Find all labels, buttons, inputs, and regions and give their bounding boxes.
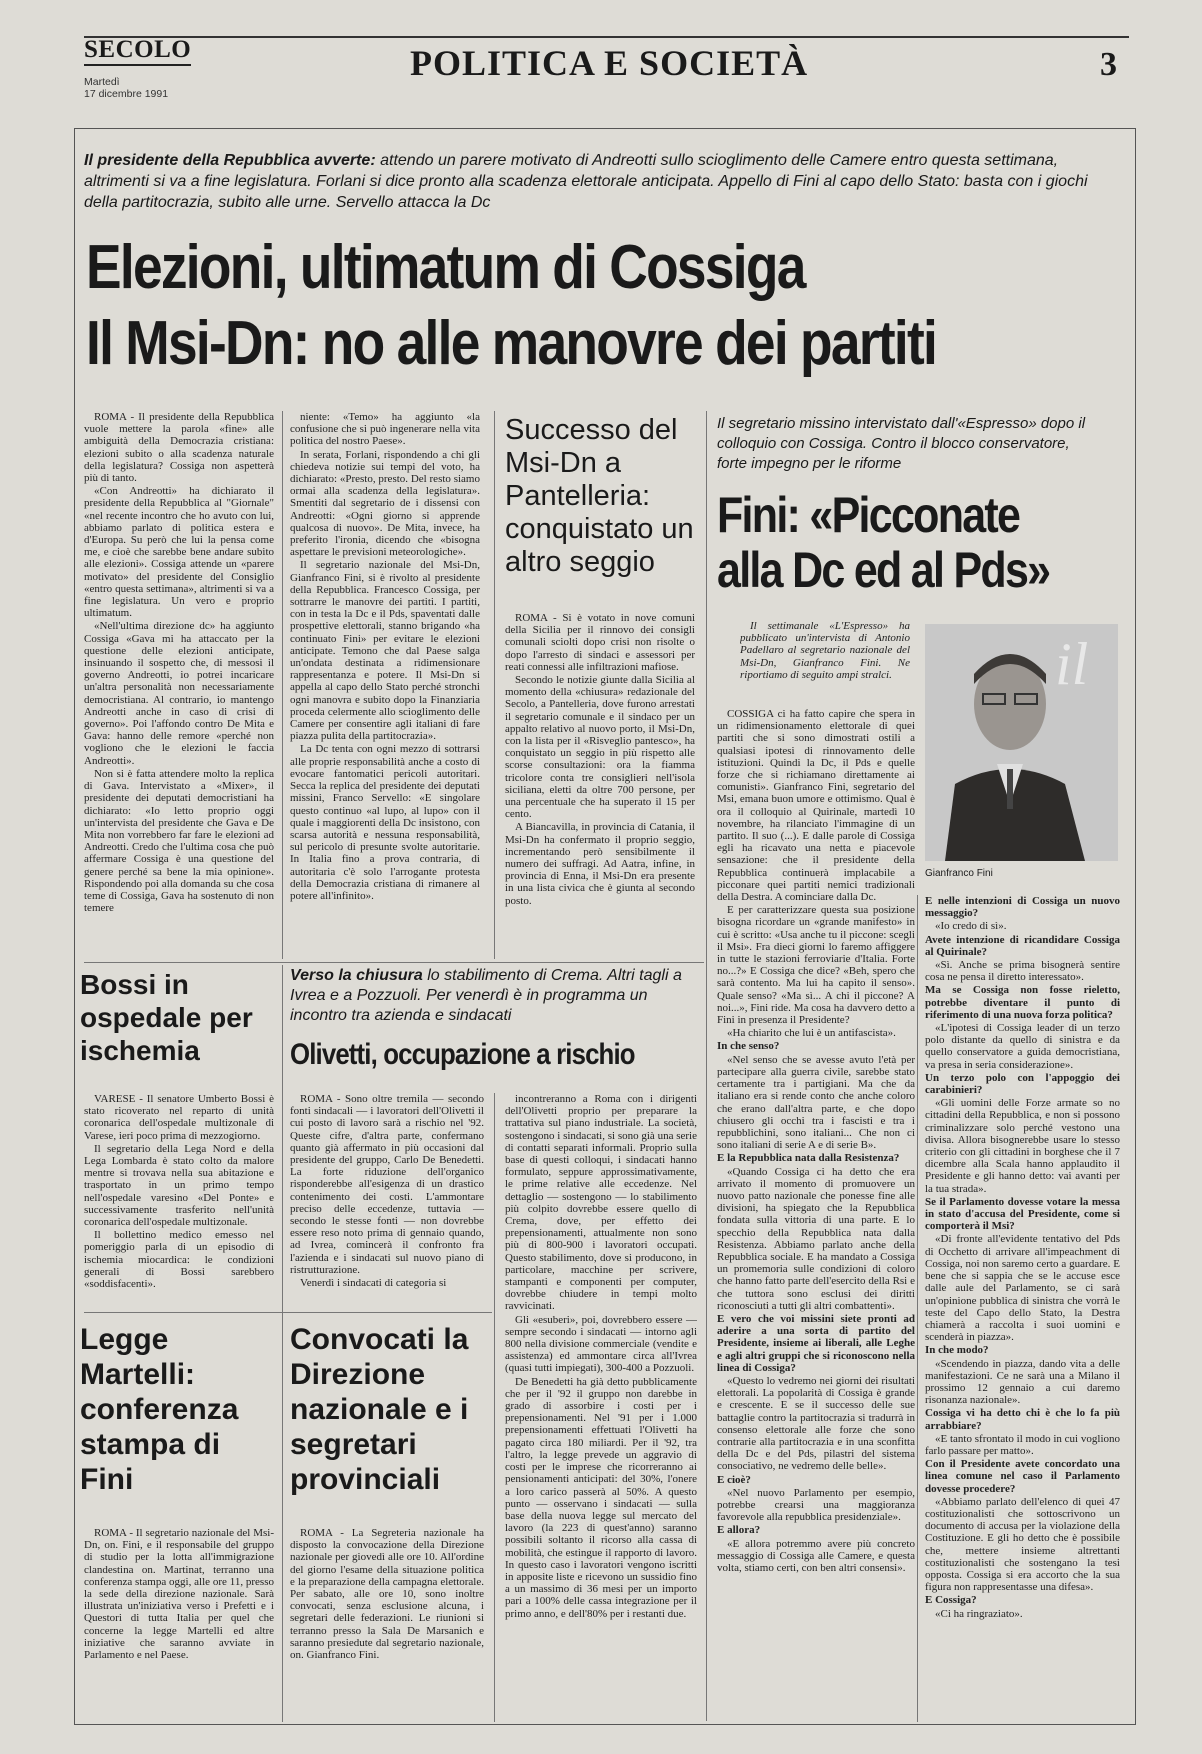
question: In che modo? [925, 1344, 989, 1357]
newspaper-logo: SECOLO [84, 36, 192, 63]
paragraph: «L'ipotesi di Cossiga leader di un terzo polo distante da quello di sinistra e da quello conservatore a guida democristiana, va presa in seria considerazione». [925, 1022, 1120, 1071]
page-number: 3 [1100, 46, 1117, 83]
lead-headline-line1: Elezioni, ultimatum di Cossiga [86, 233, 805, 302]
olivetti-column-1 [290, 1093, 484, 1309]
olivetti-column-2 [505, 1093, 697, 1722]
paragraph: «Abbiamo parlato dell'elenco di quei 47 costituzionalisti che sottoscrivono un documento di accusa per la violazione della Costituzione. E gli ho detto che è possibile che, mettere insieme altrettanti costituzionalisti che sostengano la tesi opposta. Cossiga si era accorto che la sua figura non rappresentasse una difesa». [925, 1495, 1120, 1594]
question: In che senso? [717, 1040, 780, 1053]
portrait-image [925, 624, 1118, 861]
paragraph: niente: «Temo» ha aggiunto «la confusione che si può ingenerare nella vita politica del nostro Paese». [290, 411, 480, 448]
question: Avete intenzione di ricandidare Cossiga al Quirinale? [925, 933, 1120, 958]
paragraph: «Nel nuovo Parlamento per esempio, potrebbe crearsi una maggioranza favorevole alla repubblica presidenziale». [717, 1486, 915, 1524]
issue-day: Martedì [84, 76, 120, 88]
fini-kicker: Il segretario missino intervistato dall'«Espresso» dopo il colloquio con Cossiga. Contro il blocco conservatore, forte impegno per le riforme [717, 415, 1086, 472]
martelli-headline: Legge Martelli: conferenza stampa di Fini [80, 1323, 239, 1496]
masthead-rule [84, 36, 1129, 38]
fini-column-a [717, 708, 915, 1722]
column-divider [282, 965, 283, 1722]
lead-headline-line2: Il Msi-Dn: no alle manovre dei partiti [86, 309, 937, 378]
paragraph: «E allora potremmo avere più concreto messaggio di Cossiga alle Camere, e questa volta, stiamo certi, con ben altri consensi». [717, 1537, 915, 1575]
question: E nelle intenzioni di Cossiga un nuovo messaggio? [925, 895, 1120, 920]
paragraph: «Ci ha ringraziato». [935, 1607, 1023, 1620]
paragraph: Il segretario della Lega Nord e della Lega Lombarda è stato colto da malore mentre si trovava nella sua abitazione e trasportato in un primo tempo nell'ospedale varesino «Del Ponte» e successivamente trasferito nell'unità coronarica dell'ospedale multizonale. [84, 1142, 274, 1229]
question: Cossiga vi ha detto chi è che lo fa più arrabbiare? [925, 1407, 1120, 1432]
lead-kicker-text: attendo un parere motivato di Andreotti sullo scioglimento delle Camere entro questa settimana, altrimenti si va a fine legislatura. Forlani si dice pronto alla scadenza elettorale anticipata. Appello di Fini al capo dello Stato: basta con i giochi della partitocrazia, subito alle urne. Servello attacca la Dc [84, 152, 1088, 211]
paragraph: ROMA - Si è votato in nove comuni della Sicilia per il rinnovo dei consigli comunali sciolti dopo crisi non risolte o dopo l'arresto di sindaci e assessori per reati connessi alle infiltrazioni mafiose. [505, 612, 695, 673]
question: Se il Parlamento dovesse votare la messa in stato d'accusa del Presidente, come si comporterà il Msi? [925, 1195, 1120, 1233]
issue-full-date: 17 dicembre 1991 [84, 88, 169, 100]
paragraph: Gli «esuberi», poi, dovrebbero essere — sempre secondo i sindacati — intorno agli 800 nella divisione commerciale (vendite e assistenza) ed ammontare circa all'Ivrea (quasi tutti impiegati), 300-400 a Pozzuoli. [505, 1313, 697, 1375]
paragraph: A Biancavilla, in provincia di Catania, il Msi-Dn ha confermato il proprio seggio, incrementando però sensibilmente il numero dei suffragi. Ad Aatra, infine, in provincia di Enna, il Msi-Dn era presente in una lista civica che è giunta al secondo posto. [505, 821, 695, 907]
direzione-body [290, 1527, 484, 1722]
photo-caption: Gianfranco Fini [925, 868, 993, 879]
paragraph: incontreranno a Roma con i dirigenti dell'Olivetti proprio per preparare la trattativa sul piano industriale. La società, sostengono i sindacati, si sono già una serie di contatti separati informali. Proprio sulla base di questi colloqui, i sindacati hanno formulato, seppure approssimativamente, le prime relative alle eccedenze. Nel dettaglio — sostengono — lo stabilimento più colpito dovrebbe essere quello di Crema, dove, per effetto dei prepensionamenti, attualmente non sono più di 800-900 i lavoratori occupati. Questo stabilimento, dove si producono, in particolare, macchine per scrivere, stampanti e componenti per computer, dovrebbe chiudere in tempi molto ravvicinati. [505, 1093, 697, 1313]
olivetti-kicker [290, 966, 690, 1026]
paragraph: Venerdì i sindacati di categoria si [300, 1277, 447, 1290]
pantelleria-headline: Successo del Msi-Dn a Pantelleria: conquistato un altro seggio [505, 414, 694, 578]
bossi-body [84, 1093, 274, 1313]
paragraph: Il bollettino medico emesso nel pomeriggio parla di un episodio di ischemia miocardica: le condizioni generali di Bossi sarebbero «soddisfacenti». [84, 1229, 274, 1291]
paragraph: ROMA - Sono oltre tremila — secondo fonti sindacali — i lavoratori dell'Olivetti il cui posto di lavoro sarà a rischio nel '92. Queste cifre, d'altra parte, confermano quanto già affermato in più occasioni dal presidente del gruppo, Carlo De Benedetti. La forte riduzione dell'organico risponderebbe all'esigenza di un drastico contenimento dei costi. L'ammontare preciso delle eccedenze, tuttavia — secondo le stesse fonti — non dovrebbe essere reso noto prima di gennaio quando, ad Ivrea, comincerà il confronto fra l'azienda e i sindacati sul nuovo piano di ristrutturazione. [290, 1093, 484, 1276]
section-title: POLITICA E SOCIETÀ [410, 43, 809, 83]
lead-kicker-bold: Il presidente della Repubblica avverte: [84, 152, 376, 169]
paragraph: In serata, Forlani, rispondendo a chi gli chiedeva notizie sui tempi del voto, ha dichiarato: «Presto, presto. Del resto siamo ormai alla scadenza della legislatura». Smentiti dal segretario de i dissensi con Andreotti: «Ogni giorno si apprende qualcosa di nuovo». De Mita, invece, ha preferito l'ironia, dicendo che «bisogna aspettare le previsioni meteorologiche». [290, 448, 480, 559]
question: Ma se Cossiga non fosse rieletto, potrebbe diventare il punto di riferimento di una nuova forza politica? [925, 984, 1120, 1021]
paragraph: Il segretario nazionale del Msi-Dn, Gianfranco Fini, si è rivolto al presidente della Repubblica. Francesco Cossiga, per sottrarre le manovre dei partiti. I partiti, con in testa la Dc e il Pds, spaventati dalle prospettive elettorali, stanno brigando «ha continuato Fini» per evitare le elezioni anticipate. Temono che dal Paese salga un'ondata destinata a ridimensionare rappresentanza e potere. Il Msi-Dn si appella al capo dello Stato perché stronchi ogni manovra e subito dopo la Finanziaria proceda celermente allo scioglimento delle Camere per consentire agli italiani di fare piazza pulita della partitocrazia». [290, 559, 480, 743]
fini-photo [925, 624, 1118, 861]
fini-intro [740, 620, 910, 705]
paragraph: ROMA - Il segretario nazionale del Msi-Dn, on. Fini, e il responsabile del gruppo di studio per la lotta all'immigrazione clandestina on. Martinat, terranno una conferenza stampa oggi, alle ore 11, presso la sede della direzione nazionale. Sarà illustrata un'iniziativa verso i Prefetti e i Questori di tutta Italia per quel che concerne la legge Martelli ed altre iniziative che saranno avviate in Parlamento e nel Paese. [84, 1527, 274, 1662]
paragraph: «Nell'ultima direzione dc» ha aggiunto Cossiga «Gava mi ha attaccato per la questione delle elezioni anticipate, insinuando il sospetto che, di messosi il governo Andreotti, io potrei incaricare un'altra personalità non necessariamente democristiana. Al contrario, io mantengo Andreotti anche in caso di crisi di governo». Poi l'affondo contro De Mita e Gava: hanno delle remore «perché non vogliono che le elezioni le faccia Andreotti». [84, 620, 274, 767]
question: Un terzo polo con l'appoggio dei carabinieri? [925, 1071, 1120, 1097]
fini-column-b [925, 895, 1120, 1722]
paragraph: COSSIGA ci ha fatto capire che spera in un ridimensionamento elettorale di quei partiti che si sono dimostrati ostili a qualsiasi ipotesi di rinnovamento delle istituzioni. Quindi la Dc, il Pds e quelle forze che si richiamano direttamente ai comunisti». Gianfranco Fini, segretario del Msi, emana buon umore e ottimismo. Qual è ora il colloquio al Quirinale, martedì 10 novembre, ha rilanciato l'immagine di un partito. Il suo (...). E dalle parole di Cossiga egli ha ricavato una netta e piacevole sensazione: che il presidente della Repubblica continuerà implacabile a picconare quei partiti nemici tradizionali della Destra. A cominciare dalla Dc. [717, 708, 915, 904]
paragraph: «Ha chiarito che lui è un antifascista». [727, 1027, 896, 1040]
paragraph: «Nel senso che se avesse avuto l'età per partecipare alla guerra civile, sarebbe stato certamente tra i partigiani. Ma che da italiano era si rende conto che anche coloro che erano dall'altra parte, e che dopo chiusero gli occhi tra i fascisti e tra i repubblichini, sono italiani... Che non ci sono italiani di serie A e di serie B». [717, 1053, 915, 1152]
direzione-headline: Convocati la Direzione nazionale e i segretari provinciali [290, 1323, 469, 1496]
question: E cioè? [717, 1473, 751, 1486]
column-divider [706, 411, 707, 1721]
question: Con il Presidente avete concordato una linea comune nel caso il Parlamento dovesse procedere? [925, 1458, 1120, 1495]
paragraph: «Questo lo vedremo nei giorni dei risultati elettorali. La popolarità di Cossiga è grande e crescente. E se il successo delle sue battaglie contro la partitocrazia si tradurrà in consenso elettorale alle forze che sono contrarie alla partitocrazia e in una sconfitta della Dc e del Pds, pilastri del sistema consociativo, ne vedremo delle belle». [717, 1374, 915, 1473]
paragraph: «E tanto sfrontato il modo in cui vogliono farlo passare per matto». [925, 1432, 1120, 1457]
column-divider [282, 411, 283, 959]
paragraph: ROMA - La Segreteria nazionale ha disposto la convocazione della Direzione nazionale per giovedì alle ore 10. All'ordine del giorno l'esame della situazione politica e la preparazione della campagna elettorale. Per sabato, alle ore 10, sono inoltre convocati, senza esclusione alcuna, i segretari delle federazioni. Le riunioni si terranno presso la Sala De Marsanich e saranno presiedute dal segretario nazionale, on. Gianfranco Fini. [290, 1527, 484, 1662]
column-divider [494, 1093, 495, 1722]
column-divider [917, 895, 918, 1722]
paragraph: «Quando Cossiga ci ha detto che era arrivato il momento di promuovere un nuovo patto nazionale che ponesse fine alle divisioni, ha spiegato che la Repubblica fondata sulla vittoria di una parte. E lo specchio della Repubblica nata dalla Resistenza. Abbiamo parlato anche della Repubblica sociale. E ha mandato a Cossiga un promemoria sulle condizioni di coloro che hanno fatto parte dell'esercito della Rsi e che tuttora sono esclusi dei diritti riconosciuti a tutti gli altri combattenti». [717, 1165, 915, 1312]
pantelleria-body [505, 612, 695, 960]
lead-kicker [84, 150, 1114, 213]
paragraph: VARESE - Il senatore Umberto Bossi è stato ricoverato nel reparto di unità coronarica dell'ospedale multizonale di Varese, ieri poco prima di mezzogiorno. [84, 1093, 274, 1142]
paragraph: «Con Andreotti» ha dichiarato il presidente della Repubblica al "Giornale" «nel recente incontro che ho avuto con lui, abbiamo parlato di politica estera e d'Europa. Su però che lui la pensa come me, e cioè che sarebbe bene andare subito alle elezioni». Cossiga attende un «parere motivato» del presidente del Consiglio «entro questa settimana», altrimenti si va a fine legislatura. Un vero e proprio ultimatum. [84, 485, 274, 620]
olivetti-headline: Olivetti, occupazione a rischio [290, 1038, 635, 1071]
question: E allora? [717, 1524, 761, 1537]
column-divider [494, 411, 495, 959]
section-divider [84, 1312, 492, 1313]
paragraph: «Io credo di sì». [935, 920, 1007, 933]
question: E la Repubblica nata dalla Resistenza? [717, 1152, 900, 1165]
paragraph: «Sì. Anche se prima bisognerà sentire cosa ne pensa il diretto interessato». [925, 959, 1120, 984]
olivetti-kicker-bold: Verso la chiusura [290, 967, 423, 984]
olivetti-kicker-text: lo stabilimento di Crema. Altri tagli a Ivrea e a Pozzuoli. Per venerdì è in programma un incontro tra azienda e sindacati [290, 967, 682, 1024]
paragraph: «Di fronte all'evidente tentativo del Pds di Occhetto di arrivare all'impeachment di Cossiga, noi non saremo certo a guardare. E bene che si sappia che se le accuse esce dalle aule del Parlamento, se ci sarà un'opinione pubblica di sinistra che vorrà le teste del Capo dello Stato, la Destra chiamerà a raccolta i suoi uomini e scenderà in piazza». [925, 1233, 1120, 1344]
fini-headline-line1: Fini: «Picconate [717, 487, 1020, 543]
paragraph: Non si è fatta attendere molto la replica di Gava. Intervistato a «Mixer», il presidente dei deputati democristiani ha dichiarato: «Io letto proprio oggi un'intervista del presidente che Gava e De Mita non vorrebbero far fare le elezioni ad Andreotti. Credo che l'ultima cosa che può affermare Cossiga è una questione del genere perché sa bene la mia opinione». Rispondendo poi alla domanda su che cosa teme di Cossiga, Gava ha sostenuto di non temere [84, 767, 274, 915]
paragraph: La Dc tenta con ogni mezzo di sottrarsi alle proprie responsabilità anche a costo di evocare fantomatici pericoli autoritari. Secca la replica del presidente dei deputati missini, Franco Servello: «E singolare questo continuo «al lupo, al lupo» con il quale i maggiorenti della Dc insistono, con scarsa autorità e nessuna responsabilità, sul pericolo di presunte svolte autoritarie. In Italia fino a prova contraria, di autoritaria c'è solo l'arrogante protesta della Democrazia cristiana di rimanere al potere all'infinito». [290, 743, 480, 902]
paragraph: ROMA - Il presidente della Repubblica vuole mettere la parola «fine» alle ambiguità della Democrazia cristiana: elezioni subito o alla scadenza naturale della legislatura? Cossiga non aspetterà più di tanto. [84, 411, 274, 485]
paragraph: «Gli uomini delle Forze armate so no cittadini della Repubblica, e non si possono criminalizzare solo perché vestono una divisa. Allora bisognerebbe usare lo stesso criterio con gli cittadini in borghese che il 7 dicembre alla Scala hanno applaudito il Presidente e gli hanno detto: vai avanti per la tua strada». [925, 1097, 1120, 1195]
fini-headline-line2: alla Dc ed al Pds» [717, 542, 1050, 598]
paragraph: Secondo le notizie giunte dalla Sicilia al momento della «chiusura» redazionale del Secolo, a Pantelleria, dove furono arrestati il segretario comunale e il sindaco per un appalto relativo al nuovo porto, il Msi-Dn, con la lista per il «Risveglio pantesco», ha conquistato un seggio in più rispetto alle scorse consultazioni: ora la fiamma tricolore conta tre consiglieri nell'isola siciliana, eletti da oltre 700 persone, per una percentuale che ha superato il 15 per cento. [505, 674, 695, 821]
issue-date [84, 76, 168, 100]
martelli-body [84, 1527, 274, 1722]
bossi-headline: Bossi in ospedale per ischemia [80, 969, 253, 1066]
lead-column-1 [84, 411, 274, 959]
paragraph: De Benedetti ha già detto pubblicamente che per il '92 il gruppo non darebbe in grado di assorbire i costi per i prepensionamenti. Nel '91 per i 1.000 prepensionamenti effettuati l'Olivetti ha pagato circa 180 miliardi. Per il '92, tra l'altro, la legge prevede un aggravio di costi per le imprese che ricorreranno ai pensionamenti anticipati: del 30%, l'onere a loro carico passerà al 50%. A questo punto — osservano i sindacati — sulla base della nuova legge sul mercato del lavoro (la 223 di quest'anno) saranno possibili soltanto il ricorso alla cassa di mobilità, che estingue il rapporto di lavoro. In questo caso i lavoratori vengono iscritti in apposite liste e ricevono un sussidio fino a un massimo di 36 mesi per un importo pari a 100% delle cassa integrazione per il primo anno, e dell'80% per i restanti due. [505, 1375, 697, 1620]
svg-text:il: il [1055, 631, 1089, 697]
lead-column-2 [290, 411, 480, 959]
question: E Cossiga? [925, 1594, 977, 1607]
question: E vero che voi missini siete pronti ad aderire a una sorta di partito del Presidente, insieme ai liberali, alle Leghe e agli altri gruppi che si riconoscono nella linea di Cossiga? [717, 1312, 915, 1374]
section-divider [84, 962, 704, 963]
paragraph: Il settimanale «L'Espresso» ha pubblicato un'intervista di Antonio Padellaro al segretario nazionale del Msi-Dn, Gianfranco Fini. Ne riportiamo di seguito ampi stralci. [740, 620, 910, 681]
paragraph: E per caratterizzare questa sua posizione bisogna ricordare un «grande manifesto» in cui è scritto: «Usa anche tu il piccone: scegli il Msi». Fra dieci giorni lo faremo affiggere in tutte le stazioni ferroviarie d'Italia. Forte no...?» E Cossiga che dice? «Beh, spero che sarà contento. Ma lui ha capito il senso». Quale senso? «Ma sì... A chi il piccone? A noi...», Fini ride. Ma cosa ha davvero detto a Fini in presenza il Presidente? [717, 904, 915, 1027]
paragraph: «Scendendo in piazza, dando vita a delle manifestazioni. Ce ne sarà una a Milano il prossimo 12 gennaio a cui daremo risonanza nazionale». [925, 1357, 1120, 1407]
